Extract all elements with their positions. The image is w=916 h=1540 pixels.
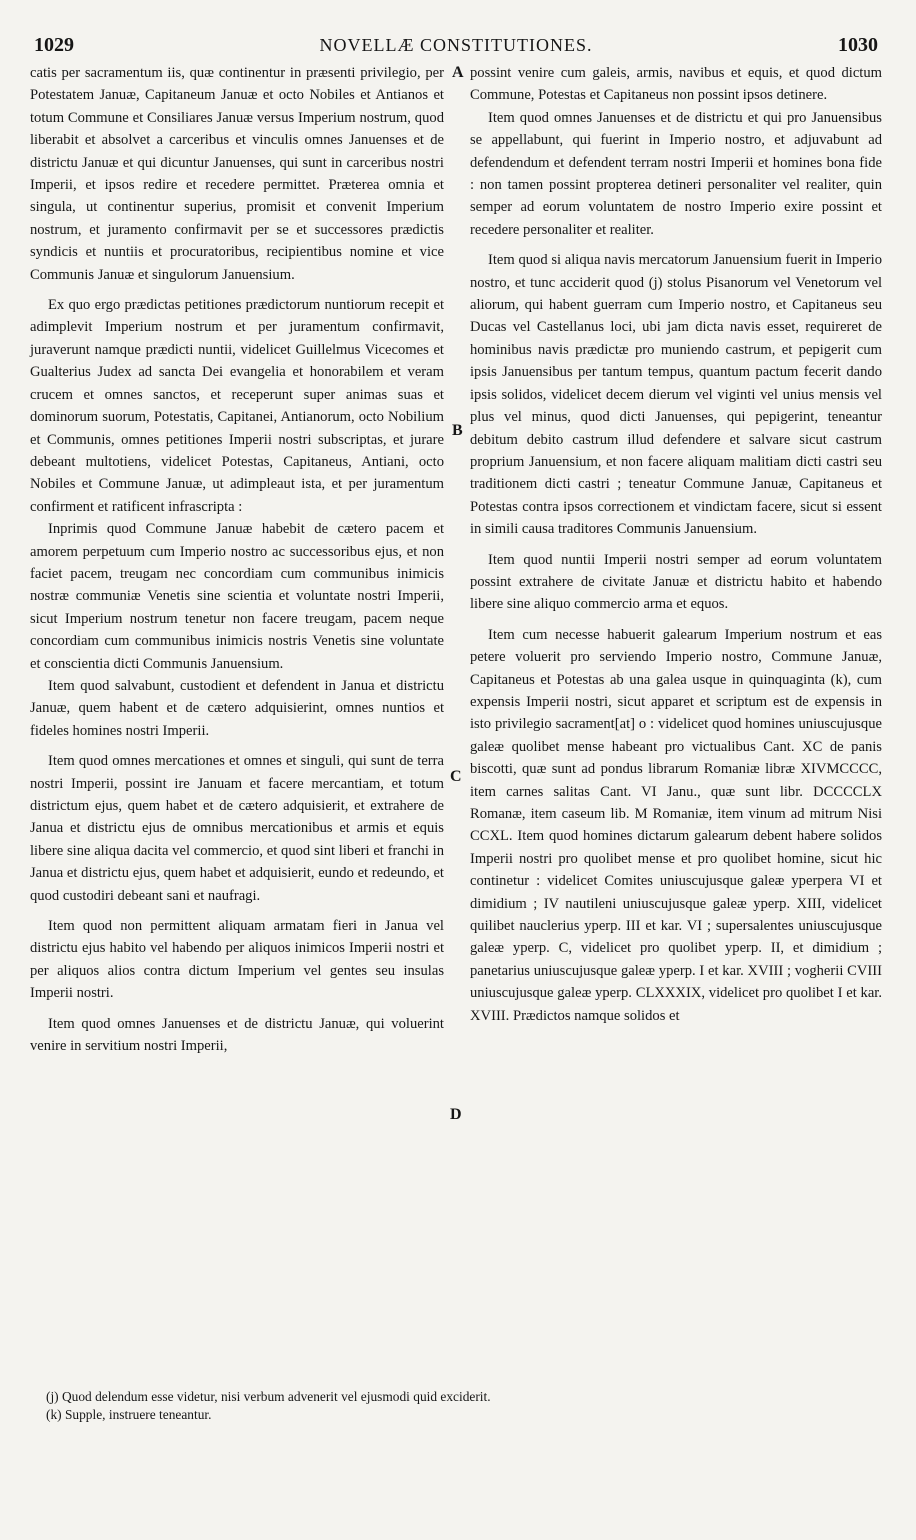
- paragraph: Item quod si aliqua navis mercatorum Januensium fuerit in Imperio nostro, et tunc acciderit quod (j) stolus Pisanorum vel Venetorum vel aliorum, qui habent guerram cum Imperio nostro, et Capitaneus seu Ducas vel Castellanus loci, ubi jam dicta navis esset, requireret de hominibus navis prædictæ pro muniendo castrum, et pepigerit cum ipsis Januensibus per tantum tempus, quantum pactum fecerit dando ipsis solidos, videlicet decem dierum vel viginti vel unius mensis vel plus vel minus, quod dicti Januenses, qui pepigerint, teneantur debitum debito castrum illud defendere et salvare sicut castrum proprium Januensium, et non facere aliquam malitiam dicti castri seu traditionem dicti castri ; teneatur Commune Januæ, Capitaneus et Potestas contra ipsos correctionem et vindictam facere, sicut si essent in simili causa traditores Communis Januensium.: [470, 252, 882, 538]
- page-number-left: 1029: [34, 34, 74, 56]
- running-title: NOVELLÆ CONSTITUTIONES.: [319, 35, 593, 55]
- paragraph: Item quod nuntii Imperii nostri semper ad eorum voluntatem possint extrahere de civitate Januæ et districtu habito et habendo libere sine aliquo commercio arma et equos.: [470, 551, 882, 613]
- margin-marker-d: D: [450, 1106, 462, 1123]
- margin-marker-b: B: [452, 422, 463, 439]
- footnote-k: (k) Supple, instruere teneantur.: [46, 1407, 212, 1422]
- margin-marker-c: C: [450, 768, 462, 785]
- paragraph: Item quod salvabunt, custodient et defendent in Janua et districtu Januæ, quem habent et de cætero adquisierint, omnes nuntios et fideles homines nostri Imperii.: [30, 677, 444, 739]
- left-column: [30, 62, 444, 1057]
- paragraph: Item quod omnes Januenses et de districtu Januæ, qui voluerint venire in servitium nostri Imperii,: [30, 1015, 444, 1055]
- paragraph: Ex quo ergo prædictas petitiones prædictorum nuntiorum recepit et adimplevit Imperium nostrum et per juramentum confirmavit, juraverunt namque prædicti nuntii, videlicet Guillelmus Vicecomes et Gualterius Judex ad sancta Dei evangelia et honorabilem et veram crucem et omnes sanctos, et receperunt super animas suas et dominorum suorum, Potestatis, Capitanei, Antianorum, octo Nobilium et Communis, omnes petitiones Imperii nostri subscriptas, et jurare debeant multotiens, videlicet Potestas, Capitaneus, Antiani, octo Nobiles et Commune Januæ, ut adimpleaut ista, et per juramentum confirment et ratificent infrascripta :: [30, 297, 444, 515]
- footnote-j: (j) Quod delendum esse videtur, nisi verbum advenerit vel ejusmodi quid exciderit.: [46, 1389, 491, 1404]
- paragraph: Item quod omnes mercationes et omnes et singuli, qui sunt de terra nostri Imperii, possint ire Januam et facere mercantiam, et totum districtum ejus, quem habet et de cætero adquisierit, et extrahere de Janua et districtu ejus de omnibus mercationibus et armis et equis libere sine aliqua dacita vel commercio, et quod sint liberi et franchi in Janua et districtu ejus, quem habet et adquisierit, eundo et redeundo, et quod custodiri debeant sani et naufragi.: [30, 753, 444, 904]
- paragraph: Inprimis quod Commune Januæ habebit de cætero pacem et amorem perpetuum cum Imperio nostro ac successoribus ejus, et non faciet pacem, treugam nec concordiam cum communibus inimicis nostræ communiæ Venetis sine scientia et voluntate nostri Imperii, sicut Imperium nostrum tenetur non facere treugam, pacem neque concordiam cum communibus inimicis nostris Venetis sine voluntate et conscientia dicti Communis Januensium.: [30, 521, 444, 672]
- paragraph: catis per sacramentum iis, quæ continentur in præsenti privilegio, per Potestatem Januæ, Capitaneum Januæ et octo Nobiles et Antianos et totum Commune et Consiliares Januæ versus Imperium nostrum, quod liberabit et absolvet a carceribus et vinculis omnes Januenses et de districtu Januæ et qui dicuntur Januenses, qui sunt in carceribus nostri Imperii, et ipsos redire et recedere permittet. Præterea omnia et singula, ut continentur superius, promisit et convenit Imperium nostrum, et juramento confirmavit per se et successores prædictis syndicis et nuntiis et procuratoribus, recipientibus nomine et vice Communis Januæ et singulorum Januensium.: [30, 65, 444, 283]
- paragraph: Item cum necesse habuerit galearum Imperium nostrum et eas petere voluerit pro serviendo Imperio nostro, Commune Januæ, Capitaneus et Potestas ab una galea usque in quinquaginta (k), cum expensis Imperii nostri, sicut apparet et scriptum est de expensis in isto privilegio sacrament[at] o : videlicet quod homines uniuscujusque galeæ quolibet mense habeant pro victualibus Cant. XC de panis biscotti, quæ sunt ad pondus librarum Romaniæ libræ XIVMCCCC, item carnes salitas Cant. VI Janu., quæ sunt libr. DCCCCLX Romanæ, item caseum lib. M Romaniæ, item vinum ad mitrum Nisi CCXL. Item quod homines dictarum galearum debent habere solidos Imperii nostri pro quolibet mense et pro quolibet homine, sicut hic continetur : videlicet Comites uniuscujusque galeæ yperpera VI et dimidium ; IV nautileni uniuscujusque galeæ yperp. XIII, videlicet quilibet nauclerius yperp. III et kar. VI ; supersalentes uniuscujusque galeæ yperp. C, videlicet pro quolibet yperp. II, et dimidium ; panetarius uniuscujusque galeæ yperp. I et kar. XVIII ; vogherii CVIII uniuscujusque galeæ yperp. CLXXXIX, videlicet pro quolibet I et kar. XVIII. Prædictos namque solidos et: [470, 626, 882, 1024]
- page-header: [34, 34, 878, 60]
- page-number-right: 1030: [837, 34, 878, 56]
- margin-marker-a: A: [452, 64, 464, 81]
- right-column: [470, 62, 882, 1027]
- paragraph: possint venire cum galeis, armis, navibus et equis, et quod dictum Commune, Potestas et Capitaneus non possint ipsos detinere.: [470, 65, 882, 104]
- footnotes: [46, 1388, 866, 1424]
- paragraph: Item quod non permittent aliquam armatam fieri in Janua vel districtu ejus habito vel habendo per aliquos inimicos Imperii nostri et per aliquos alios contra dictum Imperium vel gentes seu insulas Imperii nostri.: [30, 918, 444, 1002]
- paragraph: Item quod omnes Januenses et de districtu et qui pro Januensibus se appellabunt, qui fuerint in Imperio nostro, et adjuvabunt ad defendendum et defendent terram nostri Imperii et homines bona fide : non tamen possint propterea detineri personaliter vel realiter, quin semper ad eorum voluntatem de nostro Imperio exire possint et recedere personaliter et realiter.: [470, 109, 882, 238]
